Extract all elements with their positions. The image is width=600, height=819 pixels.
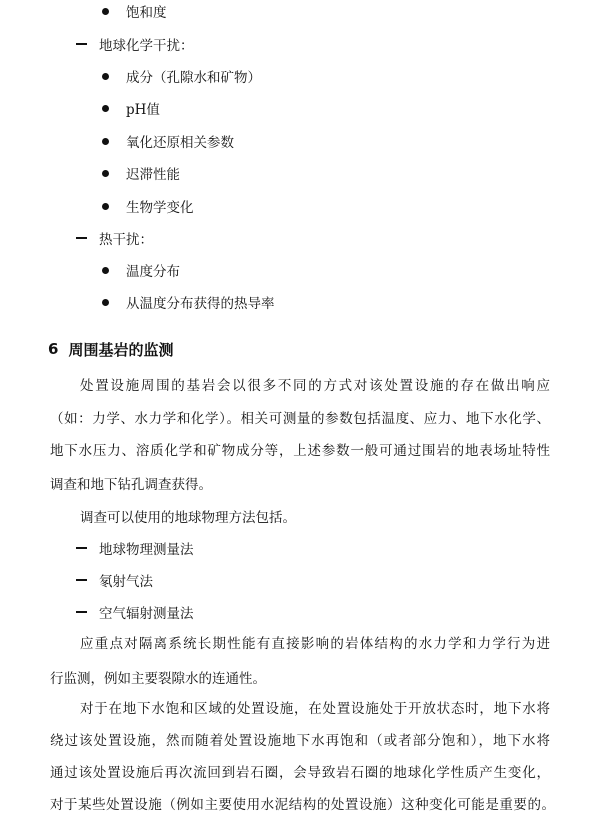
list-item bbox=[102, 98, 160, 118]
list-item bbox=[76, 602, 194, 622]
dash-icon bbox=[76, 579, 87, 580]
paragraph-line: 对于在地下水饱和区域的处置设施，在处置设施处于开放状态时，地下水将 bbox=[80, 701, 550, 717]
paragraph-line: 对于某些处置设施（例如主要使用水泥结构的处置设施）这种变化可能是重要的。 bbox=[50, 797, 555, 813]
dash-icon bbox=[76, 43, 87, 44]
bullet-dot-icon bbox=[102, 8, 109, 15]
bullet-dot-icon bbox=[102, 105, 109, 112]
list-item bbox=[102, 260, 180, 280]
section-heading bbox=[48, 337, 173, 361]
list-item bbox=[76, 538, 194, 558]
list-item bbox=[102, 196, 194, 216]
list-item-text: 地球物理测量法 bbox=[99, 542, 194, 558]
list-item-text: pH值 bbox=[126, 102, 160, 118]
bullet-dot-icon bbox=[102, 73, 109, 80]
bullet-dot-icon bbox=[102, 267, 109, 274]
paragraph-line: 应重点对隔离系统长期性能有直接影响的岩体结构的水力学和力学行为进 bbox=[80, 636, 550, 652]
list-item-text: 从温度分布获得的热导率 bbox=[126, 296, 275, 312]
paragraph-line: （如：力学、水力学和化学）。相关可测量的参数包括温度、应力、地下水化学、 bbox=[50, 411, 550, 427]
section-title: 周围基岩的监测 bbox=[68, 340, 174, 359]
list-item-text: 成分（孔隙水和矿物） bbox=[126, 70, 261, 86]
list-item bbox=[102, 163, 180, 183]
bullet-dot-icon bbox=[102, 170, 109, 177]
paragraph-line: 调查和地下钻孔调查获得。 bbox=[50, 477, 212, 493]
paragraph-line: 调查可以使用的地球物理方法包括。 bbox=[80, 510, 296, 526]
list-item-text: 生物学变化 bbox=[126, 200, 194, 216]
paragraph-line: 绕过该处置设施，然而随着处置设施地下水再饱和（或者部分饱和），地下水将 bbox=[50, 733, 550, 749]
list-item-text: 空气辐射测量法 bbox=[99, 606, 194, 622]
list-item-text: 温度分布 bbox=[126, 264, 180, 280]
list-item bbox=[102, 1, 167, 21]
paragraph-line: 地下水压力、溶质化学和矿物成分等，上述参数一般可通过围岩的地表场址特性 bbox=[50, 443, 550, 459]
bullet-dot-icon bbox=[102, 299, 109, 306]
bullet-dot-icon bbox=[102, 203, 109, 210]
geochem-label-text: 地球化学干扰： bbox=[99, 38, 194, 54]
list-item-text: 饱和度 bbox=[126, 5, 167, 21]
bullet-dot-icon bbox=[102, 138, 109, 145]
paragraph-line: 行监测，例如主要裂隙水的连通性。 bbox=[50, 671, 266, 687]
list-item bbox=[102, 66, 261, 86]
list-item bbox=[102, 292, 275, 312]
list-item-text: 迟滞性能 bbox=[126, 167, 180, 183]
paragraph-line: 通过该处置设施后再次流回到岩石圈，会导致岩石圈的地球化学性质产生变化， bbox=[50, 765, 550, 781]
dash-icon bbox=[76, 611, 87, 612]
list-item-text: 氧化还原相关参数 bbox=[126, 135, 234, 151]
geochem-label bbox=[76, 34, 194, 54]
list-item-text: 氡射气法 bbox=[99, 574, 153, 590]
dash-icon bbox=[76, 237, 87, 238]
list-item bbox=[102, 131, 234, 151]
paragraph-line: 处置设施周围的基岩会以很多不同的方式对该处置设施的存在做出响应 bbox=[80, 378, 550, 394]
dash-icon bbox=[76, 547, 87, 548]
thermal-label bbox=[76, 228, 153, 248]
section-number: 6 bbox=[48, 340, 59, 358]
thermal-label-text: 热干扰： bbox=[99, 232, 153, 248]
list-item bbox=[76, 570, 153, 590]
